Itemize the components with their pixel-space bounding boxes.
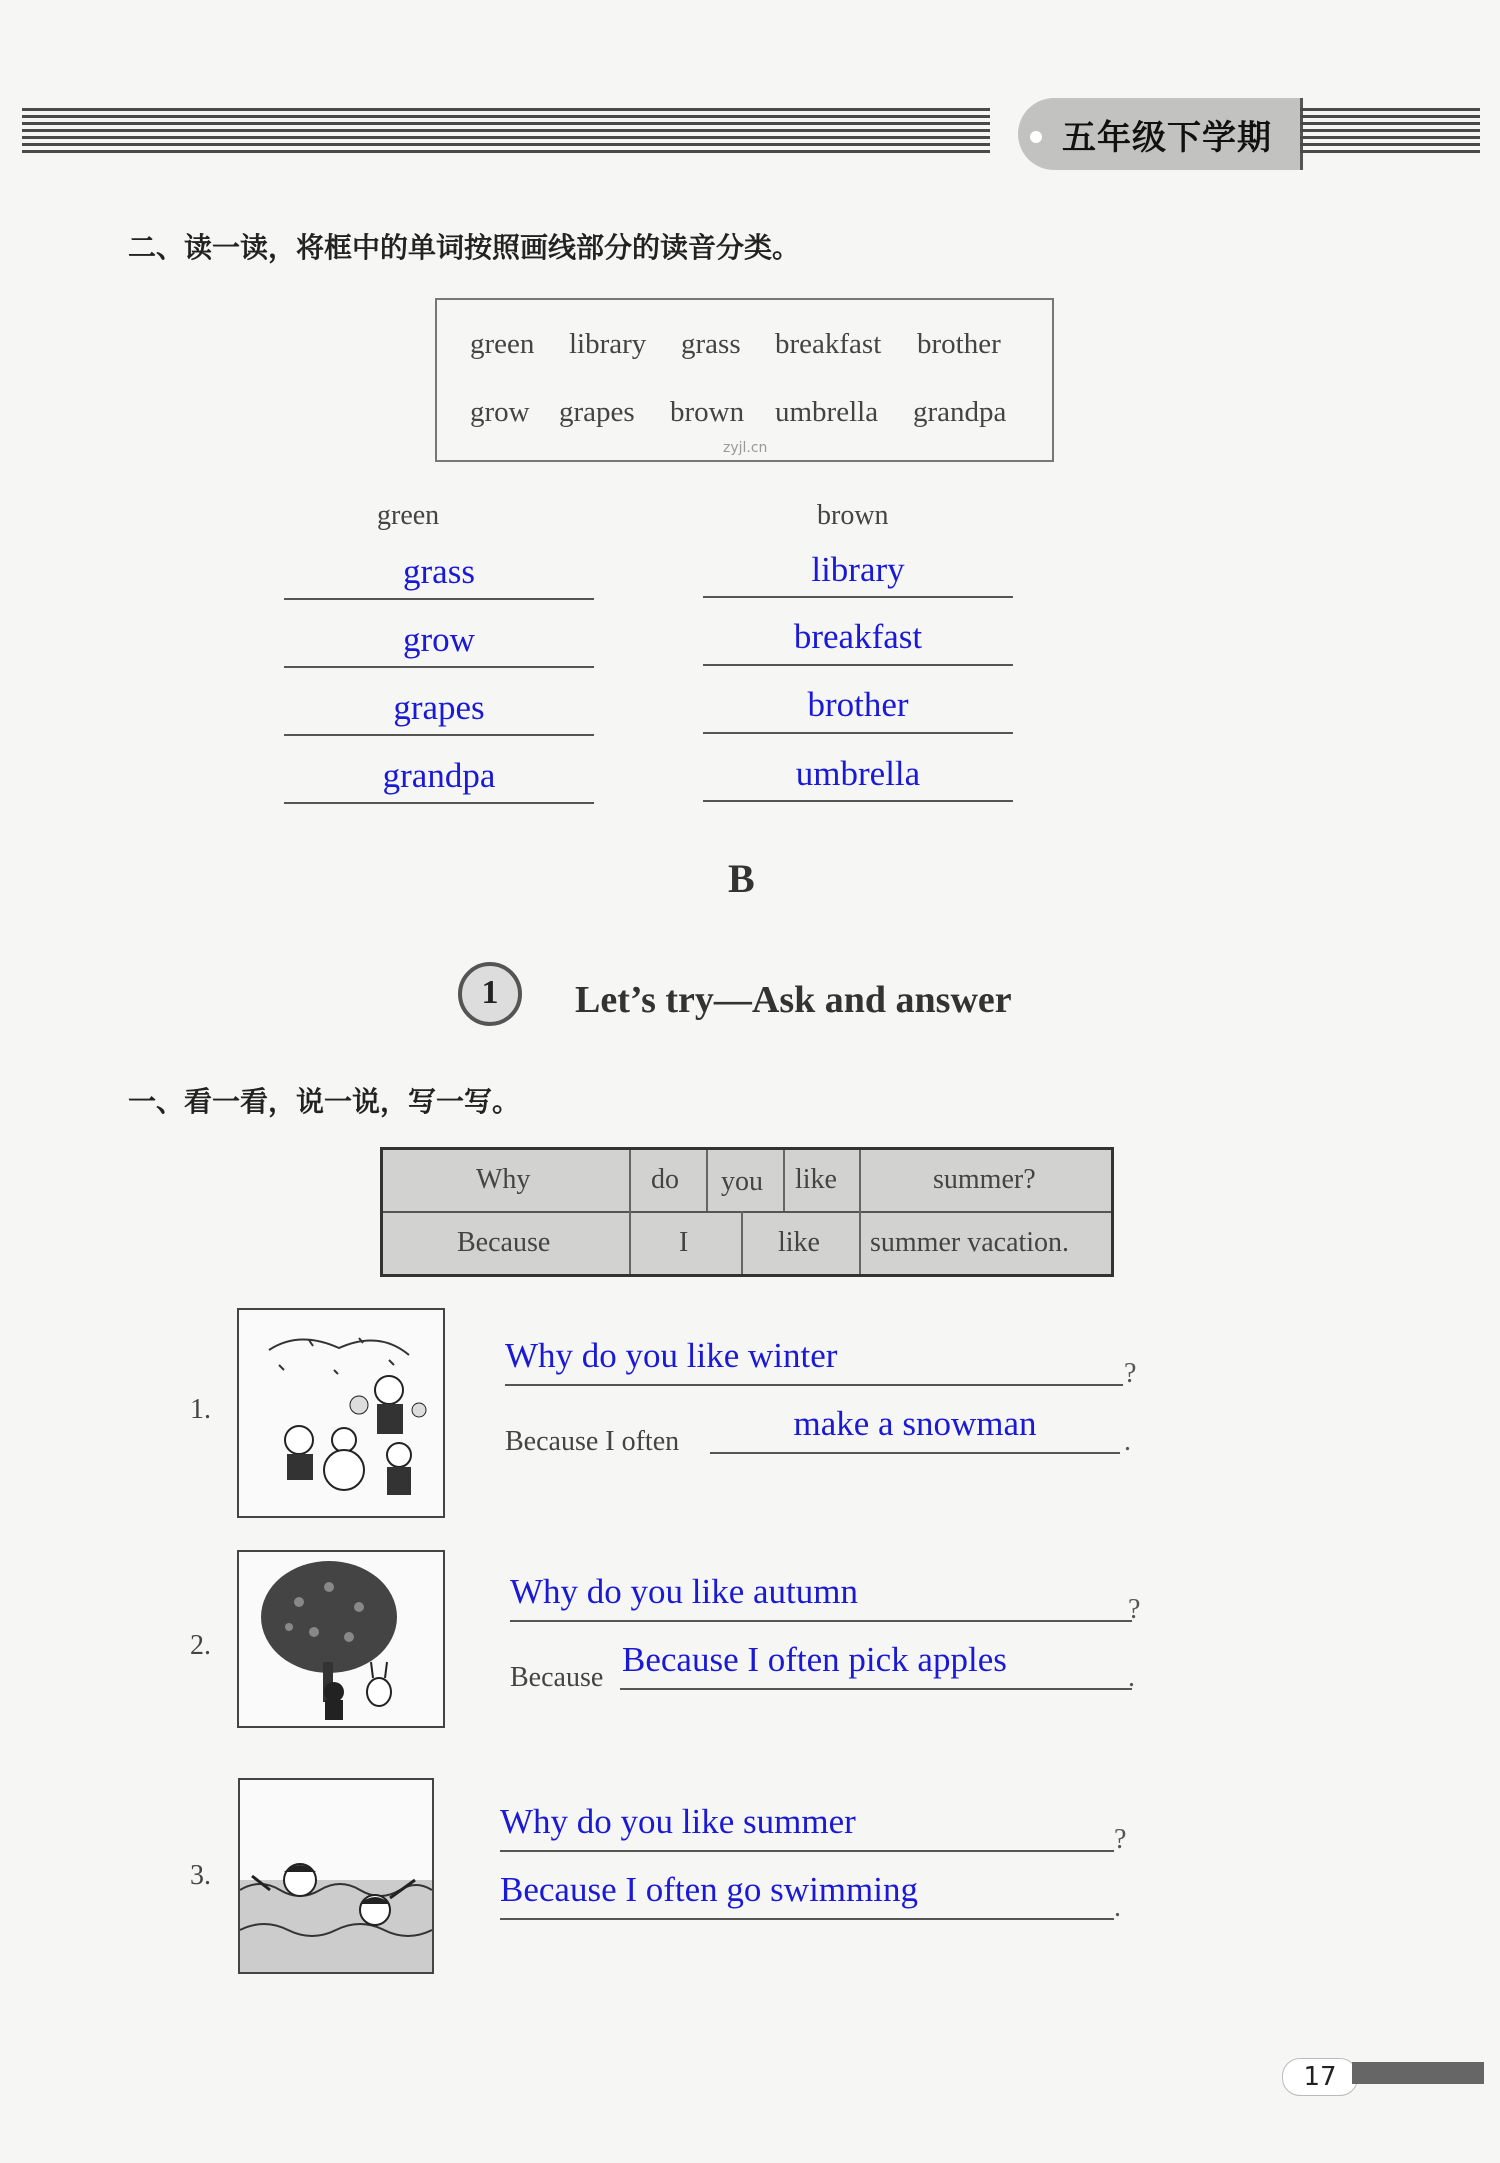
table-cell: Why: [476, 1164, 531, 1195]
column-head-brown: brown: [817, 500, 889, 531]
answer-text: grass: [403, 552, 475, 591]
table-col-divider: [741, 1211, 743, 1274]
item-number: 2.: [190, 1630, 211, 1661]
lesson-number: 1: [481, 974, 499, 1011]
answer-line: [284, 666, 594, 668]
because-answer: Because I often go swimming: [500, 1870, 918, 1909]
table-cell: I: [679, 1227, 689, 1258]
box-word: brother: [917, 328, 1001, 360]
page-number: 17: [1282, 2058, 1358, 2096]
answer-text: grow: [403, 620, 475, 659]
box-word: brown: [670, 396, 745, 428]
table-cell: summer vacation.: [870, 1227, 1070, 1258]
answer-line: [500, 1850, 1114, 1852]
answer-line: [620, 1688, 1132, 1690]
lesson-title: Let’s try—Ask and answer: [575, 979, 1012, 1021]
answer-line: [505, 1384, 1123, 1386]
table-cell: Because: [457, 1227, 551, 1258]
period-mark: .: [1114, 1892, 1121, 1923]
answer-line: [500, 1918, 1114, 1920]
box-word: grandpa: [913, 396, 1007, 428]
answer-text: breakfast: [793, 617, 923, 656]
part-letter: B: [728, 856, 755, 901]
item-number: 1.: [190, 1394, 211, 1425]
answer-text: grapes: [393, 688, 485, 727]
answer-line: [284, 734, 594, 736]
page-bar: [1352, 2062, 1484, 2084]
question-mark: ?: [1128, 1594, 1141, 1625]
section-read-instruction: 二、读一读，将框中的单词按照画线部分的读音分类。: [128, 231, 801, 264]
table-col-divider: [859, 1150, 861, 1274]
period-mark: .: [1128, 1662, 1135, 1693]
because-label: Because I often: [505, 1426, 680, 1457]
table-cell: like: [795, 1164, 837, 1195]
part-b-instruction: 一、看一看，说一说，写一写。: [128, 1085, 521, 1118]
period-mark: .: [1124, 1426, 1131, 1457]
header-dot-icon: [1030, 131, 1042, 143]
answer-text: grandpa: [382, 756, 496, 795]
table-col-divider: [629, 1150, 631, 1274]
because-label: Because: [510, 1662, 604, 1693]
table-cell: summer?: [933, 1164, 1036, 1195]
answer-text: umbrella: [795, 754, 921, 793]
answer-line: [703, 732, 1013, 734]
answer-line: [284, 598, 594, 600]
word-box: [435, 298, 1054, 462]
question-mark: ?: [1124, 1358, 1137, 1389]
answer-text: library: [811, 550, 905, 589]
answer-line: [510, 1620, 1132, 1622]
box-word: umbrella: [775, 396, 879, 428]
question-answer: Why do you like winter: [505, 1336, 838, 1375]
table-col-divider: [706, 1150, 708, 1211]
table-cell: you: [721, 1166, 763, 1197]
swimming-picture: [238, 1778, 434, 1974]
box-word: library: [569, 328, 647, 360]
table-cell: do: [651, 1164, 679, 1195]
column-head-green: green: [377, 500, 440, 531]
answer-line: [284, 802, 594, 804]
snow-play-picture: [237, 1308, 445, 1518]
because-answer: Because I often pick apples: [622, 1640, 1007, 1679]
question-answer: Why do you like autumn: [510, 1572, 859, 1611]
answer-line: [710, 1452, 1120, 1454]
table-cell: like: [778, 1227, 820, 1258]
answer-text: brother: [807, 685, 909, 724]
answer-line: [703, 800, 1013, 802]
watermark: zyjl.cn: [723, 440, 768, 456]
lesson-badge-icon: [458, 962, 522, 1026]
answer-line: [703, 664, 1013, 666]
item-number: 3.: [190, 1860, 211, 1891]
box-word: grapes: [559, 396, 635, 428]
table-row-divider: [383, 1211, 1111, 1213]
question-mark: ?: [1114, 1824, 1127, 1855]
because-answer: make a snowman: [793, 1404, 1037, 1443]
header-rule-left: [22, 108, 990, 154]
table-col-divider: [783, 1150, 785, 1211]
box-word: green: [470, 328, 535, 360]
answer-line: [703, 596, 1013, 598]
box-word: grow: [470, 396, 530, 428]
question-answer: Why do you like summer: [500, 1802, 856, 1841]
header-rule-right: [1300, 108, 1480, 154]
apple-tree-picture: [237, 1550, 445, 1728]
grade-label: 五年级下学期: [1062, 118, 1272, 158]
box-word: grass: [681, 328, 741, 360]
box-word: breakfast: [775, 328, 882, 360]
pattern-table: [380, 1147, 1114, 1277]
